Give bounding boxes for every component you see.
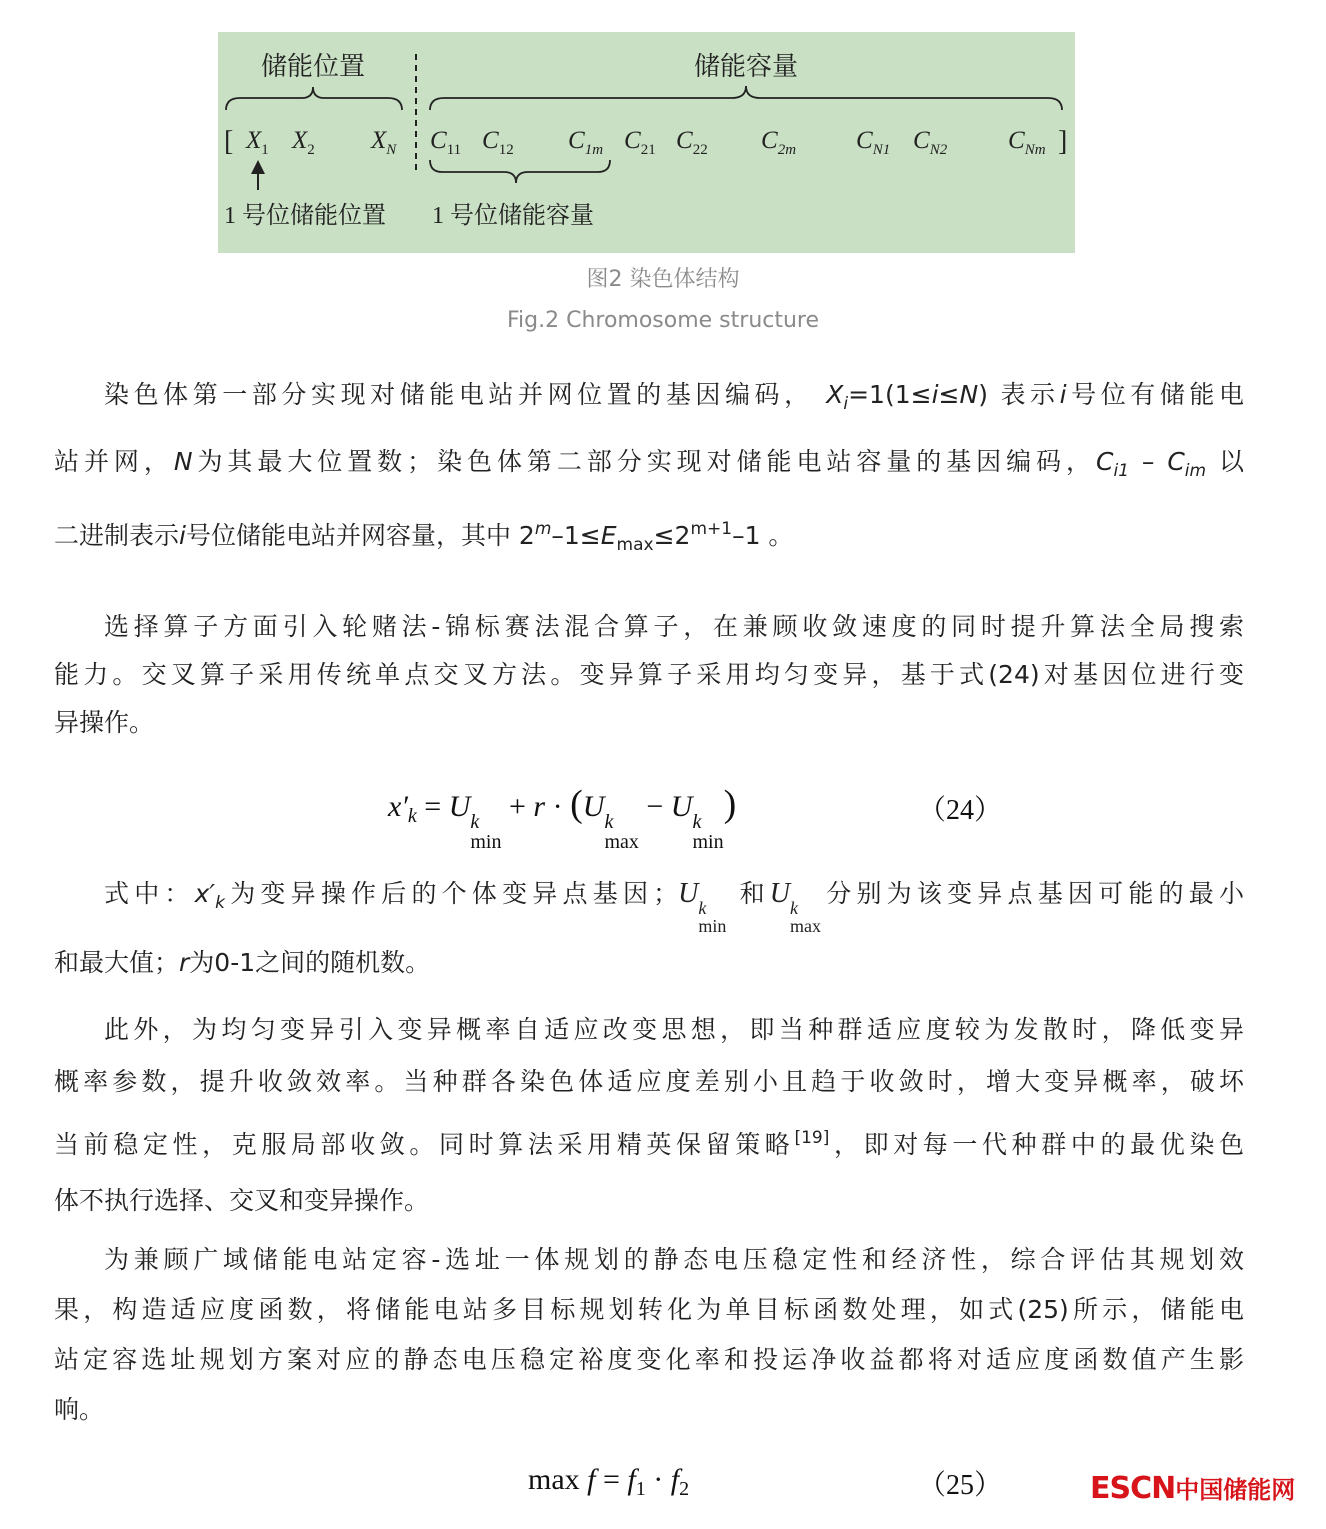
figure-caption-en: Fig.2 Chromosome structure — [506, 308, 820, 333]
para4-line3: 当前稳定性，克服局部收敛。同时算法采用精英保留策略[19]，即对每一代种群中的最优染色 — [54, 1128, 1244, 1159]
paragraph-variable-definitions — [54, 866, 1244, 991]
para2-line1: 选择算子方面引入轮赌法-锦标赛法混合算子，在兼顾收敛速度的同时提升算法全局搜索 — [104, 612, 1244, 641]
gene-c21: $C_{21}$ — [624, 127, 656, 158]
gene-x1: $X_1$ — [246, 127, 269, 158]
para5-line2: 果，构造适应度函数，将储能电站多目标规划转化为单目标函数处理，如式(25)所示，储能电 — [54, 1295, 1244, 1324]
equation-24-number: （24） — [918, 795, 1003, 826]
para5-line3: 站定容选址规划方案对应的静态电压稳定裕度变化率和投运净收益都将对适应度函数值产生影 — [54, 1345, 1244, 1374]
paragraph-operators — [54, 603, 1244, 747]
escn-logo — [1090, 1470, 1295, 1506]
brace-capacity — [430, 86, 1062, 110]
gene-cnm: $C_{Nm}$ — [1008, 127, 1046, 158]
brace-position — [226, 87, 402, 110]
para1-line1: 染色体第一部分实现对储能电站并网位置的基因编码， $X_i=1(1\le i\le N)$ 表示i号位有储能电 — [104, 380, 1244, 414]
gene-c1m: $C_{1m}$ — [568, 127, 604, 158]
para2-line3: 异操作。 — [54, 708, 155, 737]
gene-xn: $X_N$ — [371, 127, 397, 158]
escn-logo-cn: 中国储能网 — [1175, 1476, 1296, 1504]
gene-cn1: $C_{N1}$ — [856, 127, 891, 158]
label-storage-capacity: 储能容量 — [693, 52, 799, 81]
equation-24: $x'_k = U$ k min + r · (U k max − U k min ) — [388, 783, 737, 853]
para2-line2: 能力。交叉算子采用传统单点交叉方法。变异算子采用均匀变异，基于式(24)对基因位进行变 — [54, 660, 1244, 689]
para4-line4: 体不执行选择、交叉和变异操作。 — [54, 1186, 430, 1215]
gene-c2m: $C_{2m}$ — [761, 127, 797, 158]
bracket-close: ] — [1058, 126, 1068, 157]
equation-25: $\max f = f_1 \cdot f_2$ — [528, 1463, 690, 1500]
arrow-up-icon — [251, 160, 265, 174]
note-position-1: 1 号位储能位置 — [224, 203, 386, 229]
brace-bottom — [430, 160, 610, 183]
gene-c22: $C_{22}$ — [676, 127, 708, 158]
paragraph-adaptive-mutation — [54, 1004, 1244, 1227]
citation-19[interactable]: [19] — [794, 1128, 830, 1148]
para4-line1: 此外，为均匀变异引入变异概率自适应改变思想，即当种群适应度较为发散时，降低变异 — [104, 1015, 1244, 1044]
gene-c11: $C_{11}$ — [430, 127, 462, 158]
paragraph-chromosome-encoding — [54, 366, 1244, 574]
note-capacity-1: 1 号位储能容量 — [432, 203, 594, 229]
chromosome-diagram — [218, 32, 1075, 253]
equation-25-number: （25） — [918, 1470, 1003, 1501]
para5-line4: 响。 — [54, 1395, 105, 1424]
para5-line1: 为兼顾广域储能电站定容-选址一体规划的静态电压稳定性和经济性，综合评估其规划效 — [104, 1245, 1244, 1274]
para3-line1: 式中：$x'_k$为变异操作后的个体变异点基因；U k min 和U k max 分别为该变异点基因可能的最小 — [104, 878, 1244, 936]
bracket-open: [ — [224, 126, 234, 157]
chromosome-figure — [218, 32, 1075, 253]
gene-cn2: $C_{N2}$ — [913, 127, 948, 158]
paragraph-fitness-function — [54, 1235, 1244, 1435]
para4-line2: 概率参数，提升收敛效率。当种群各染色体适应度差别小且趋于收敛时，增大变异概率，破坏 — [54, 1067, 1244, 1096]
para3-line2: 和最大值；r为0-1之间的随机数。 — [54, 948, 431, 977]
figure-caption-cn: 图2 染色体结构 — [586, 267, 740, 292]
label-storage-position: 储能位置 — [260, 52, 366, 81]
para1-line2: 站并网，N为其最大位置数；染色体第二部分实现对储能电站容量的基因编码，$C_{i1} - C_{im}$ 以 — [54, 447, 1244, 481]
gene-c12: $C_{12}$ — [482, 127, 514, 158]
gene-x2: $X_2$ — [292, 127, 315, 158]
escn-logo-en: ESCN — [1090, 1471, 1176, 1506]
para1-line3: 二进制表示i号位储能电站并网容量，其中 $2^m-1\le E_{max}\le 2^{m+1}-1$ 。 — [54, 519, 794, 555]
